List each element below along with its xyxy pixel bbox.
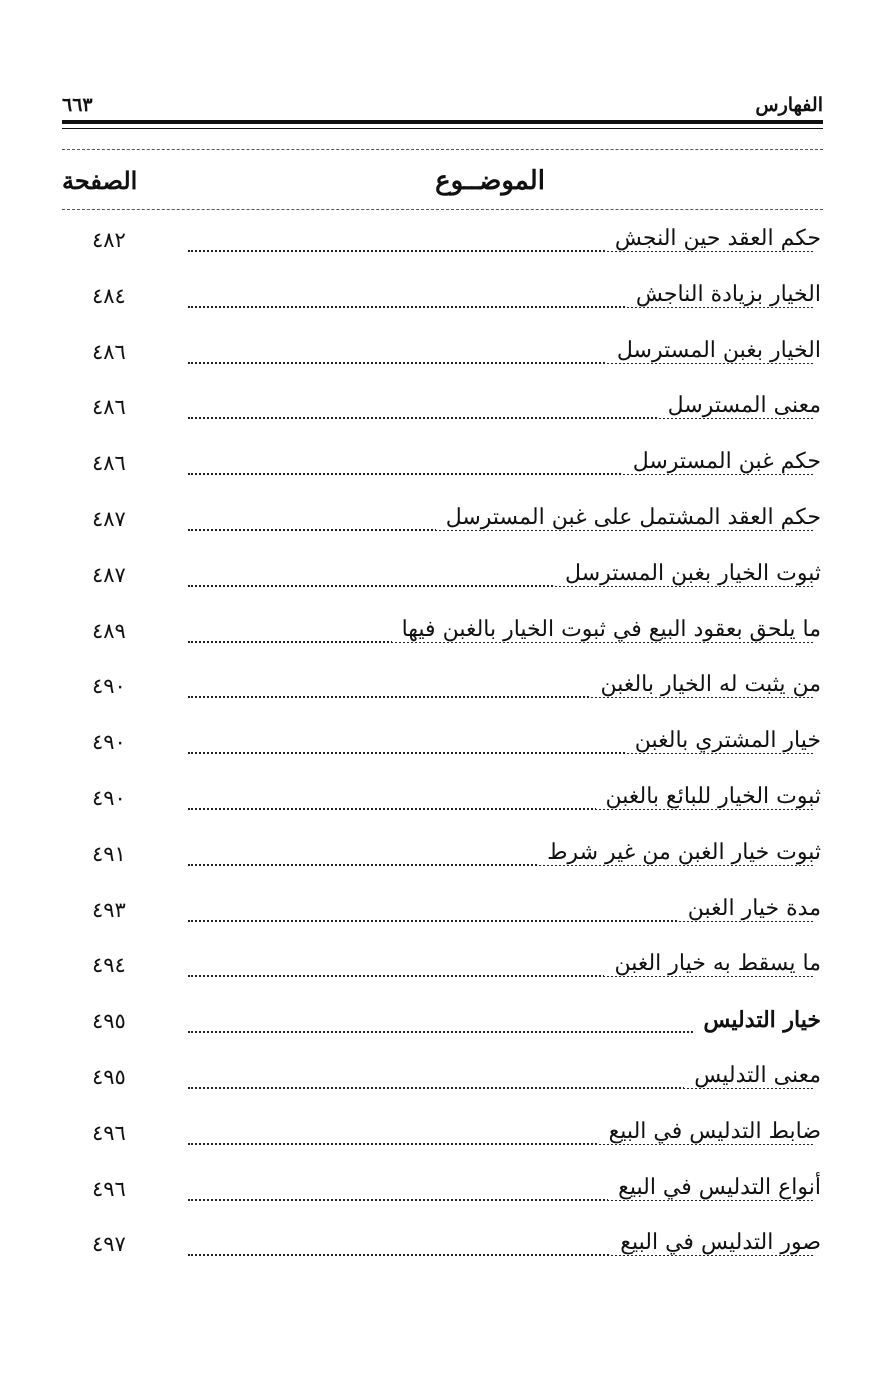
toc-entry-topic: ثبوت خيار الغبن من غير شرط bbox=[537, 840, 821, 865]
toc-entry-page: ٤٨٦ bbox=[92, 451, 126, 476]
toc-entry-topic: حكم غبن المسترسل bbox=[623, 449, 821, 474]
toc-entry bbox=[0, 832, 873, 888]
toc-entry-page: ٤٩٧ bbox=[92, 1232, 126, 1257]
toc-entry-topic: ما يلحق بعقود البيع في ثبوت الخيار بالغبن فيها bbox=[392, 617, 821, 642]
toc-entry-page: ٤٩١ bbox=[92, 841, 126, 866]
toc-entry-topic: ضابط التدليس في البيع bbox=[599, 1119, 821, 1144]
toc-entry bbox=[0, 1167, 873, 1223]
toc-entry-topic: صور التدليس في البيع bbox=[610, 1230, 821, 1255]
running-head bbox=[62, 88, 823, 116]
toc-entry-topic: من يثبت له الخيار بالغبن bbox=[590, 672, 821, 697]
toc-entry-page: ٤٩٥ bbox=[92, 1064, 126, 1089]
header-rule-thin bbox=[62, 128, 823, 129]
toc-entry bbox=[0, 888, 873, 944]
toc-entry bbox=[0, 274, 873, 330]
column-header-divider-bottom bbox=[62, 209, 823, 210]
toc-entry bbox=[0, 1111, 873, 1167]
toc-entry-page: ٤٨٩ bbox=[92, 618, 126, 643]
toc-entry bbox=[0, 720, 873, 776]
toc-entry-page: ٤٩٤ bbox=[92, 953, 126, 978]
toc-entry bbox=[0, 1222, 873, 1278]
toc-entry bbox=[0, 1055, 873, 1111]
toc-entry bbox=[0, 943, 873, 999]
toc-entry-page: ٤٩٠ bbox=[92, 730, 126, 755]
header-rule-thick bbox=[62, 120, 823, 124]
running-title: الفهارس bbox=[755, 94, 823, 116]
toc-entry-page: ٤٨٦ bbox=[92, 395, 126, 420]
toc-entry-topic: الخيار بزيادة الناجش bbox=[626, 282, 821, 307]
column-header-page: الصفحة bbox=[62, 166, 138, 195]
toc-entry bbox=[0, 776, 873, 832]
toc-entry bbox=[0, 999, 873, 1055]
toc-entry bbox=[0, 553, 873, 609]
toc-entry bbox=[0, 385, 873, 441]
toc-entry-page: ٤٨٤ bbox=[92, 283, 126, 308]
toc-entry-page: ٤٩٥ bbox=[92, 1009, 126, 1034]
toc-entry-topic: حكم العقد المشتمل على غبن المسترسل bbox=[436, 505, 821, 530]
toc-entry-topic: خيار المشتري بالغبن bbox=[625, 728, 821, 753]
toc-entry-topic: الخيار بغبن المسترسل bbox=[607, 338, 821, 363]
column-header-topic: الموضــوع bbox=[435, 166, 545, 196]
toc-entry bbox=[0, 497, 873, 553]
toc-entry-topic: ثبوت الخيار للبائع بالغبن bbox=[596, 784, 822, 809]
toc-entry-page: ٤٩٠ bbox=[92, 674, 126, 699]
toc-entry-page: ٤٩٦ bbox=[92, 1176, 126, 1201]
toc-entry-page: ٤٩٦ bbox=[92, 1120, 126, 1145]
toc-entry-page: ٤٩٣ bbox=[92, 897, 126, 922]
toc-entry bbox=[0, 664, 873, 720]
toc-entry-page: ٤٨٧ bbox=[92, 562, 126, 587]
page-number: ٦٦٣ bbox=[62, 94, 93, 116]
toc-entry-topic: معنى التدليس bbox=[684, 1063, 821, 1088]
toc-entry bbox=[0, 609, 873, 665]
toc-entry-topic: مدة خيار الغبن bbox=[678, 896, 821, 921]
toc-entry-page: ٤٨٧ bbox=[92, 506, 126, 531]
toc-entry bbox=[0, 330, 873, 386]
toc-entry-topic: حكم العقد حين النجش bbox=[605, 226, 821, 251]
toc-entry-topic: معنى المسترسل bbox=[658, 393, 821, 418]
toc-entry-page: ٤٨٦ bbox=[92, 339, 126, 364]
toc-entry-topic: خيار التدليس bbox=[693, 1007, 821, 1033]
toc-entry-topic: ما يسقط به خيار الغبن bbox=[604, 951, 821, 976]
table-of-contents bbox=[0, 218, 873, 1278]
toc-entry bbox=[0, 441, 873, 497]
toc-entry bbox=[0, 218, 873, 274]
toc-entry-topic: أنواع التدليس في البيع bbox=[608, 1175, 821, 1200]
toc-entry-topic: ثبوت الخيار بغبن المسترسل bbox=[555, 561, 821, 586]
column-header-divider-top bbox=[62, 149, 823, 150]
toc-entry-page: ٤٩٠ bbox=[92, 785, 126, 810]
toc-entry-page: ٤٨٢ bbox=[92, 228, 126, 252]
